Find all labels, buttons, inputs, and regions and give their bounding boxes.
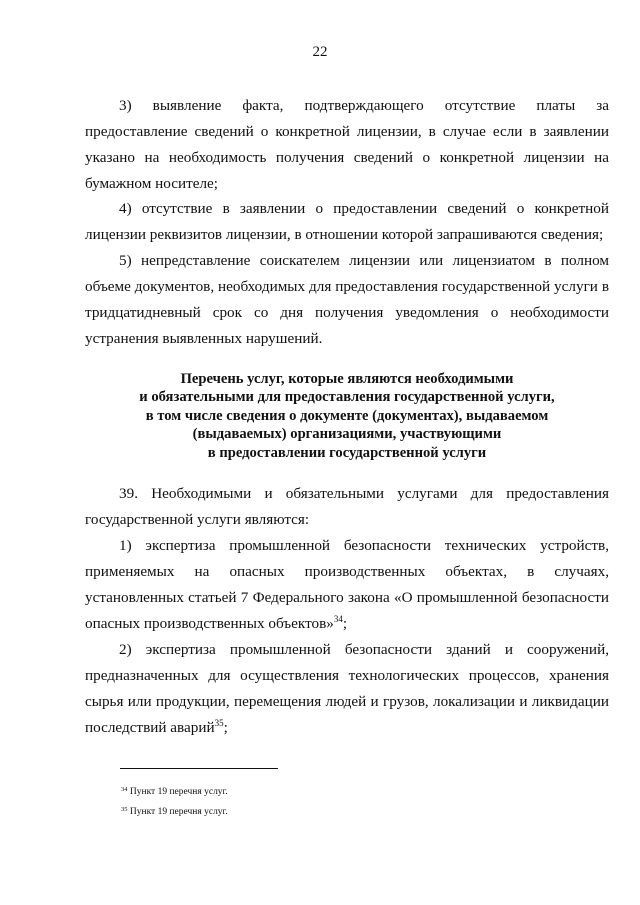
footnote-34 — [121, 786, 228, 798]
heading-line: в предоставлении государственной услуги — [207, 444, 487, 461]
paragraph-text: 39. Необходимыми и обязательными услугами для предоставления государственной услуги являются: — [85, 485, 609, 528]
paragraph-text: 2) экспертиза промышленной безопасности зданий и сооружений, предназначенных для осуществления технологических процессов, хранения сырья или продукции, перемещения людей и грузов, локализации и ликвидации последствий аварий — [85, 641, 609, 736]
paragraph-text: 1) экспертиза промышленной безопасности технических устройств, применяемых на опасных производственных объектах, в случаях, установленных статьей 7 Федерального закона «О промышленной безопасности опасных производственных объектов» — [85, 537, 609, 632]
footnote-number: 34 — [121, 786, 128, 793]
footnote-reference[interactable]: 35 — [214, 718, 224, 728]
heading-line: в том числе сведения о документе (документах), выдаваемом — [145, 407, 549, 424]
footnote-35 — [121, 806, 228, 818]
footnote-reference[interactable]: 34 — [333, 614, 343, 624]
paragraph-text: 3) выявление факта, подтверждающего отсутствие платы за предоставление сведений о конкретной лицензии, в случае если в заявлении указано на необходимость получения сведений о конкретной лицензии на бумажном носителе; — [85, 97, 609, 192]
heading-line: и обязательными для предоставления государственной услуги, — [139, 389, 555, 406]
footnote-text: Пункт 19 перечня услуг. — [129, 787, 228, 797]
paragraph-item-4 — [85, 196, 609, 248]
paragraph-item-5 — [85, 248, 609, 352]
paragraph-item-3 — [85, 93, 609, 197]
heading-line: Перечень услуг, которые являются необходимыми — [180, 371, 514, 387]
paragraph-text: 5) непредставление соискателем лицензии или лицензиатом в полном объеме документов, необходимых для предоставления государственной услуги в тридцатидневный срок со дня получения уведомления о необходимости устранения выявленных нарушений. — [85, 252, 609, 347]
section-heading — [85, 370, 609, 462]
paragraph-subitem-1 — [85, 533, 609, 637]
paragraph-tail: ; — [223, 719, 228, 736]
paragraph-subitem-2 — [85, 637, 609, 741]
heading-line: (выдаваемых) организациями, участвующими — [192, 426, 502, 443]
footnote-number: 35 — [121, 806, 128, 813]
footnote-divider — [120, 768, 278, 769]
paragraph-tail: ; — [342, 615, 348, 632]
footnote-text: Пункт 19 перечня услуг. — [129, 807, 228, 817]
paragraph-item-39 — [85, 481, 609, 533]
page-number: 22 — [312, 44, 328, 60]
paragraph-text: 4) отсутствие в заявлении о предоставлении сведений о конкретной лицензии реквизитов лицензии, в отношении которой запрашиваются сведения; — [85, 200, 609, 243]
